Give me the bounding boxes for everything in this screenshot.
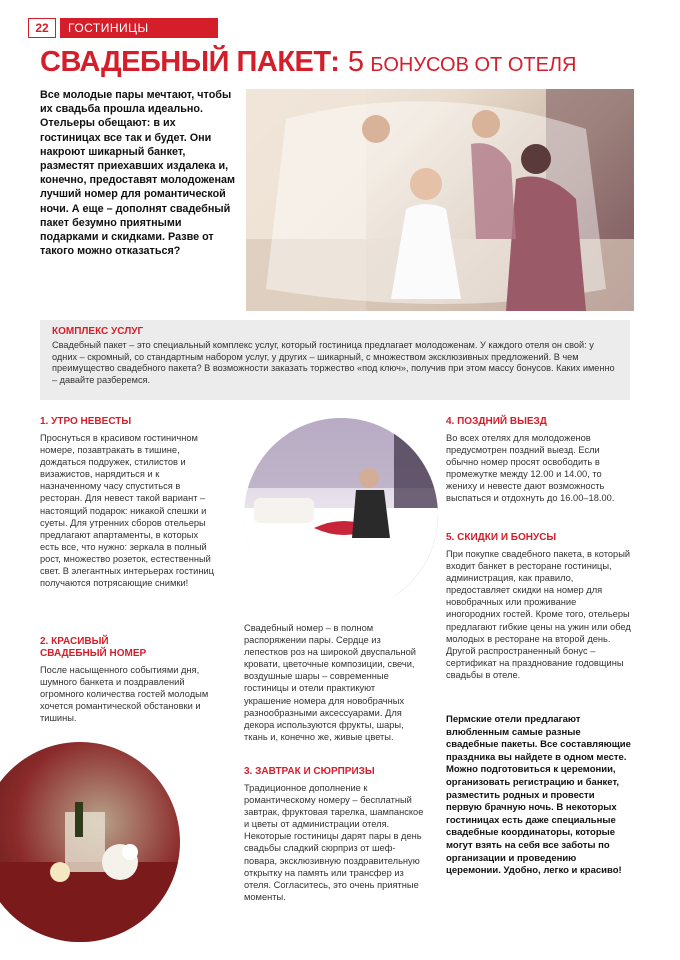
section-1-text: Проснуться в красивом гостиничном номере, позавтракать в тишине, дождаться подружек, стилистов и визажистов, нарядиться и к назначенному часу спуститься в ресторан. Для невест такой вариант – настоящий подарок: никакой спешки и суеты. Для утренних сборов отельеры предлагают апартаменты, в которых есть все, что нужно: зеркала в полный рост, множество розеток, естественный свет. В элегантных интерьерах гостиниц получаются потрясающие снимки!	[40, 433, 214, 589]
title-part2: БОНУСОВ ОТ ОТЕЛЯ	[370, 54, 577, 76]
bedroom-illustration	[244, 418, 438, 612]
section-3-heading: 3. ЗАВТРАК И СЮРПРИЗЫ	[244, 766, 375, 777]
page-header	[28, 18, 218, 38]
section-2	[40, 636, 218, 724]
section-3	[244, 766, 424, 903]
section-5-heading: 5. СКИДКИ И БОНУСЫ	[446, 532, 557, 543]
section-4	[446, 416, 632, 505]
section-5-text: При покупке свадебного пакета, в который входит банкет в ресторане гостиницы, администрация, как правило, предоставляет скидки на номер для новобрачных или проживание иногородних гостей. Кроме того, отельеры предлагают гибкие цены на ужин или обед молодых в ресторане на второй день. Другой распространенный бонус – сертификат на празднование годовщины свадьбы в отеле.	[446, 549, 631, 680]
section-4-heading: 4. ПОЗДНИЙ ВЫЕЗД	[446, 416, 547, 427]
section-4-text: Во всех отелях для молодоженов предусмотрен поздний выезд. Если обычно номер просят освободить в промежутке между 12.00 и 14.00, то жениху и невесте дают возможность выспаться и отдохнуть до 16.00–18.00.	[446, 433, 615, 504]
complex-heading: КОМПЛЕКС УСЛУГ	[52, 326, 144, 337]
section-1-heading: 1. УТРО НЕВЕСТЫ	[40, 416, 132, 427]
page-number: 22	[28, 18, 56, 38]
intro-text: Все молодые пары мечтают, чтобы их свадьба прошла идеально. Отельеры обещают: в их гостиницах все так и будет. Они накроют шикарный банкет, разместят приехавших издалека и, конечно, предоставят молодоженам лучший номер для романтической ночи. А еще – дополнят свадебный пакет безумно приятными подарками и скидками. Разве от такого можно отказаться?	[40, 89, 235, 258]
champagne-photo	[0, 742, 180, 942]
section-2-heading: 2. КРАСИВЫЙ СВАДЕБНЫЙ НОМЕР	[40, 636, 147, 659]
section-label: ГОСТИНИЦЫ	[60, 18, 218, 38]
title-number: 5	[347, 46, 364, 78]
conclusion-text: Пермские отели предлагают влюбленным самые разные свадебные пакеты. Все составляющие праздника вы найдете в одном месте. Можно подготовиться к церемонии, организовать регистрацию и банкет, разместить родных и провести первую брачную ночь. В некоторых гостиницах есть даже специальные свадебные координаторы, которые могут взять на себя все заботы по организации и проведению церемонии. Удобно, легко и красиво!	[446, 714, 631, 877]
complex-text: Свадебный пакет – это специальный комплекс услуг, который гостиница предлагает молодоженам. У каждого отеля он свой: у одних – скромный, со стандартным набором услуг, у других – шикарный, с множеством эксклюзивных предложений. В чем преимущество свадебного пакета? В возможности заказать торжество «под ключ», получив при этом массу бонусов. Каких именно – давайте разберемся.	[52, 340, 615, 385]
section-3-text: Традиционное дополнение к романтическому номеру – бесплатный завтрак, фруктовая тарелка, шампанское и цветы от администрации отеля. Некоторые гостиницы дарят пары в день свадьбы сладкий сюрприз от шеф-повара, эксклюзивную поздравительную открытку на память или трансфер из отеля. Согласитесь, это очень приятные моменты.	[244, 783, 424, 902]
section-2-continued: Свадебный номер – в полном распоряжении пары. Сердце из лепестков роз на широкой двуспальной кровати, цветочные композиции, свечи, воздушные шары – современные гостиницы и отели практикуют украшение номера для новобрачных разнообразными аксессуарами. Для декора используются фрукты, шары, ткань и, конечно же, живые цветы.	[244, 623, 416, 742]
complex-services-box	[40, 320, 630, 400]
section-2-text: После насыщенного событиями дня, шумного банкета и поздравлений огромного количества гостей молодым хочется романтической обстановки и тишины.	[40, 665, 209, 724]
section-1	[40, 416, 218, 589]
hero-photo-bride-and-bridesmaids	[246, 89, 634, 311]
bedroom-photo	[244, 418, 438, 612]
champagne-illustration	[0, 742, 180, 942]
page-title	[40, 46, 640, 82]
hero-illustration	[246, 89, 634, 311]
title-part1: СВАДЕБНЫЙ ПАКЕТ:	[40, 46, 340, 78]
section-5	[446, 532, 632, 681]
